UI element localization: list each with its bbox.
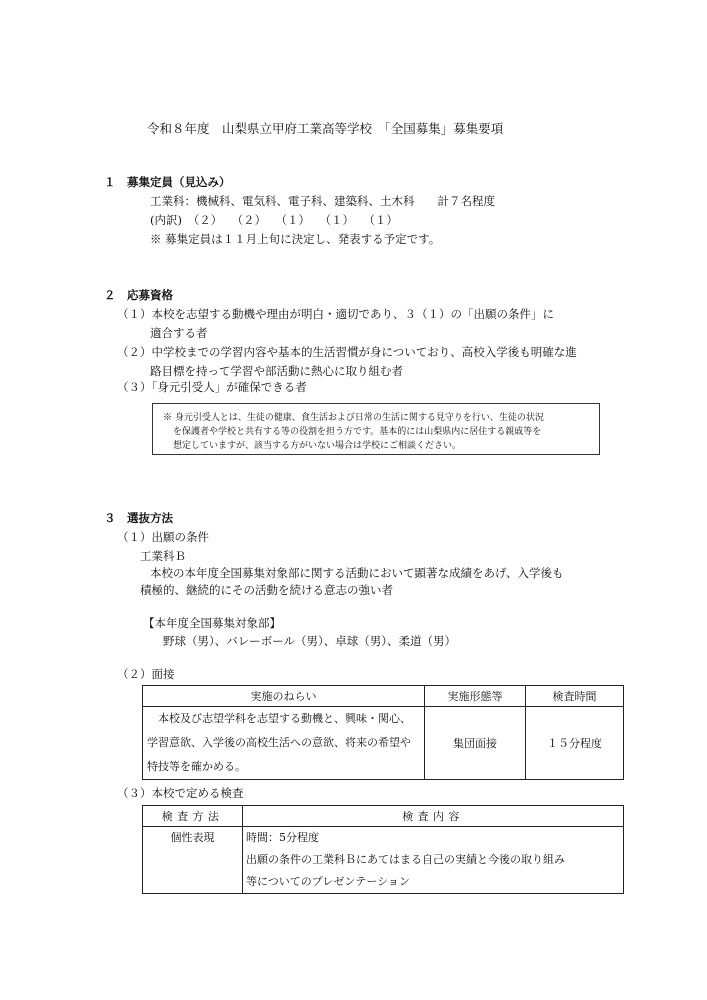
section3-sub2: （２）面接 xyxy=(117,667,175,681)
exam-content-cell xyxy=(243,827,624,894)
exam-content-line: 出願の条件の工業科Ｂにあてはまる自己の実績と今後の取り組み xyxy=(246,853,565,866)
section2-item2-line1: （２）中学校までの学習内容や基本的生活習慣が身についており、高校入学後も明確な進 xyxy=(117,345,577,359)
guarantor-note-line: ※ 身元引受人とは、生徒の健康、食生活および日常の生活に関する見守りを行い、生徒の状況 xyxy=(163,413,544,423)
exam-content-line: 時間：5分程度 xyxy=(246,831,319,844)
condition-line2: 積極的、継続的にその活動を続ける意志の強い者 xyxy=(140,583,393,597)
section2-item2-line2: 路目標を持って学習や部活動に熱心に取り組む者 xyxy=(150,364,403,378)
section2-item1-line2: 適合する者 xyxy=(150,326,208,340)
section2-item3: （３）「身元引受人」が確保できる者 xyxy=(117,380,307,394)
guarantor-note-line: を保護者や学校と共有する等の役割を担う方です。基本的には山梨県内に居住する親戚等を xyxy=(173,427,542,437)
page-title: 令和８年度 山梨県立甲府工業高等学校 「全国募集」募集要項 xyxy=(147,121,504,136)
section3-sub3: （３）本校で定める検査 xyxy=(117,786,244,800)
exam-table-header-row xyxy=(143,806,624,827)
section1-heading: １ 募集定員（見込み） xyxy=(104,175,231,189)
section3-sub1: （１）出願の条件 xyxy=(117,530,209,544)
clubs-heading: 【本年度全国募集対象部】 xyxy=(143,616,281,630)
section2-item1-line1: （１）本校を志望する動機や理由が明白・適切であり、３（１）の「出願の条件」に xyxy=(117,307,554,321)
interview-aim-cell: 本校及び志望学科を志望する動機と、興味・関心、学習意欲、入学後の高校生活への意欲、将来の希望や特技等を確かめる。 xyxy=(143,707,425,780)
exam-header-content: 検査内容 xyxy=(243,806,624,827)
section2-heading: ２ 応募資格 xyxy=(104,288,173,302)
section3-heading: ３ 選抜方法 xyxy=(104,511,173,525)
section1-note: ※ 募集定員は１１月上旬に決定し、発表する予定です。 xyxy=(150,232,441,246)
condition-line1: 本校の本年度全国募集対象部に関する活動において顕著な成績をあげ、入学後も xyxy=(150,566,564,580)
exam-table xyxy=(142,805,624,894)
guarantor-note-box xyxy=(152,403,600,455)
interview-header-time: 検査時間 xyxy=(526,686,624,707)
interview-table-header-row xyxy=(143,686,624,707)
interview-header-aim: 実施のねらい xyxy=(143,686,425,707)
exam-content-line: 等についてのプレゼンテーション xyxy=(246,875,410,888)
interview-time-cell: １５分程度 xyxy=(526,707,624,780)
section1-capacity-line: 工業科：機械科、電気科、電子科、建築科、土木科 計７名程度 xyxy=(150,194,495,208)
clubs-list: 野球（男）、バレーボール（男）、卓球（男）、柔道（男） xyxy=(163,634,457,648)
guarantor-note-line: 想定していますが、該当する方がいない場合は学校にご相談ください。 xyxy=(173,441,462,451)
interview-table xyxy=(142,685,624,780)
section1-breakdown-line: (内訳) （２） （２） （１） （１） （１） xyxy=(150,213,398,227)
exam-method-cell: 個性表現 xyxy=(143,827,243,894)
course-label: 工業科Ｂ xyxy=(140,549,186,563)
exam-header-method: 検査方法 xyxy=(143,806,243,827)
interview-header-form: 実施形態等 xyxy=(425,686,526,707)
exam-table-row xyxy=(143,827,624,894)
interview-table-row xyxy=(143,707,624,780)
interview-form-cell: 集団面接 xyxy=(425,707,526,780)
